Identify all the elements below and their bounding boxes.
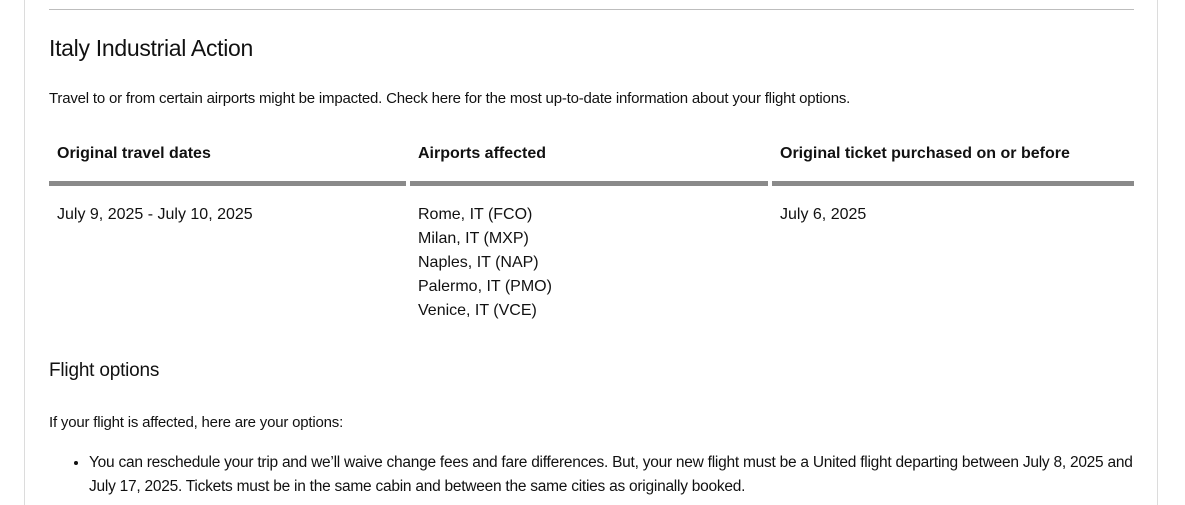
flight-options-list — [49, 451, 1139, 499]
section-intro: Travel to or from certain airports might be impacted. Check here for the most up-to-date information about your flight options. — [49, 90, 851, 107]
airport-list — [418, 203, 768, 323]
flight-options-title: Flight options — [49, 360, 160, 381]
airport-item: Milan, IT (MXP) — [418, 230, 529, 247]
table-column-purchase-date — [772, 140, 1134, 227]
section-title: Italy Industrial Action — [49, 35, 254, 61]
table-header-purchase-date: Original ticket purchased on or before — [772, 140, 1134, 186]
section-divider — [49, 9, 1134, 10]
airport-item: Palermo, IT (PMO) — [418, 278, 552, 295]
table-header-airports: Airports affected — [410, 140, 768, 186]
flight-option-item: • You can reschedule your trip and we’ll waive change fees and fare differences. But, your new flight must be a United flight departing between July 8, 2025 and July 17, 2025. Tickets must be in the same cabin and between the same cities as originally booked. — [89, 451, 1139, 499]
airport-item: Naples, IT (NAP) — [418, 254, 539, 271]
flight-options-intro: If your flight is affected, here are your options: — [49, 414, 344, 431]
airport-item: Venice, IT (VCE) — [418, 302, 537, 319]
table-cell-purchase-date: July 6, 2025 — [780, 206, 867, 223]
table-cell-travel-dates: July 9, 2025 - July 10, 2025 — [57, 206, 253, 223]
table-column-airports — [410, 140, 768, 323]
table-header-travel-dates: Original travel dates — [49, 140, 406, 186]
table-cell-airports — [410, 186, 768, 323]
table-column-travel-dates — [49, 140, 406, 227]
airport-item: Rome, IT (FCO) — [418, 206, 533, 223]
